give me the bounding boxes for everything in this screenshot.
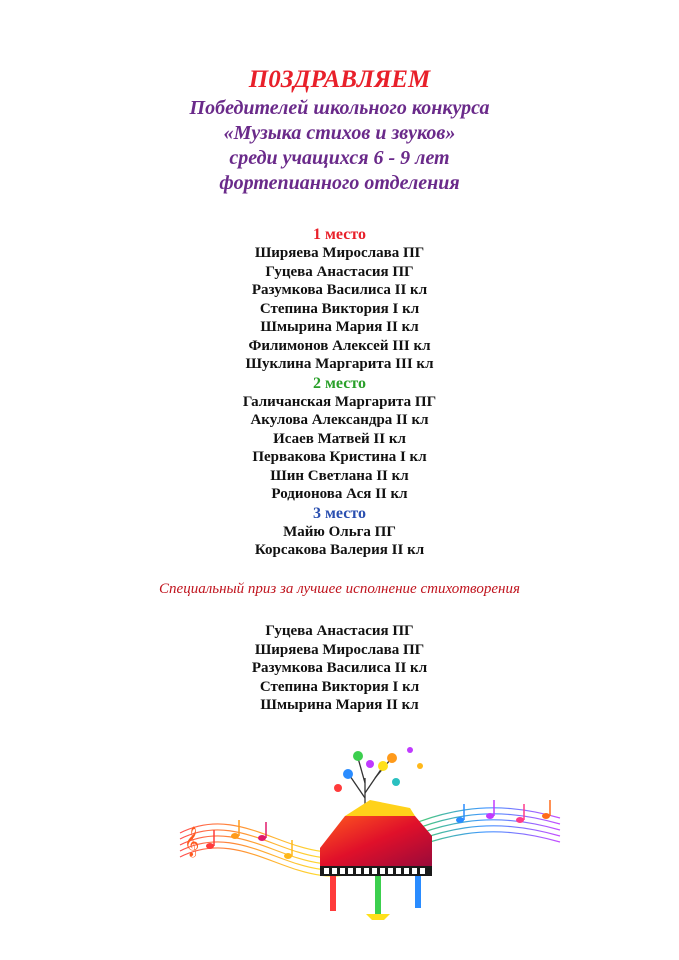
special-prize-list — [0, 622, 679, 715]
subtitle-line: среди учащихся 6 - 9 лет — [229, 147, 450, 169]
winner-name: Галичанская Маргарита ПГ — [242, 393, 437, 410]
special-prize-name: Ширяева Мирослава ПГ — [254, 641, 425, 658]
winner-name: Шмырина Мария II кл — [260, 319, 419, 335]
winner-name: Акулова Александра II кл — [250, 412, 429, 428]
special-prize-name: Шмырина Мария II кл — [260, 697, 419, 713]
special-prize-name: Разумкова Василиса II кл — [251, 660, 428, 676]
winner-name: Исаев Матвей II кл — [273, 430, 406, 447]
winner-name: Шин Светлана II кл — [270, 467, 409, 484]
svg-text:𝄞: 𝄞 — [184, 827, 200, 857]
subtitle — [0, 96, 679, 196]
winner-name: Ширяева Мирослава ПГ — [254, 245, 425, 261]
winner-name: Гуцева Анастасия ПГ — [265, 263, 414, 280]
place-heading-3: 3 место — [313, 504, 366, 522]
winner-name: Шуклина Маргарита III кл — [245, 356, 434, 372]
place-heading-1: 1 место — [313, 226, 366, 243]
winners-list — [0, 225, 679, 560]
winner-name: Степина Виктория I кл — [259, 300, 420, 317]
winner-name: Разумкова Василиса II кл — [251, 282, 428, 298]
page-title: П0ЗДРАВЛЯЕМ — [248, 66, 431, 93]
winner-name: Филимонов Алексей III кл — [248, 337, 431, 354]
winner-name: Майю Ольга ПГ — [283, 523, 396, 540]
colorful-piano-music-staff-illustration-icon — [170, 738, 570, 938]
subtitle-line: «Музыка стихов и звуков» — [223, 122, 456, 144]
special-prize-title: Специальный приз за лучшее исполнение стихотворения — [159, 581, 520, 597]
special-prize-name: Гуцева Анастасия ПГ — [265, 623, 414, 639]
special-prize-name: Степина Виктория I кл — [259, 678, 420, 695]
place-heading-2: 2 место — [313, 374, 366, 392]
winner-name: Первакова Кристина I кл — [252, 449, 427, 465]
subtitle-line: Победителей школьного конкурса — [189, 97, 490, 119]
winner-name: Корсакова Валерия II кл — [254, 542, 425, 558]
winner-name: Родионова Ася II кл — [271, 486, 408, 502]
subtitle-line: фортепианного отделения — [219, 172, 460, 194]
